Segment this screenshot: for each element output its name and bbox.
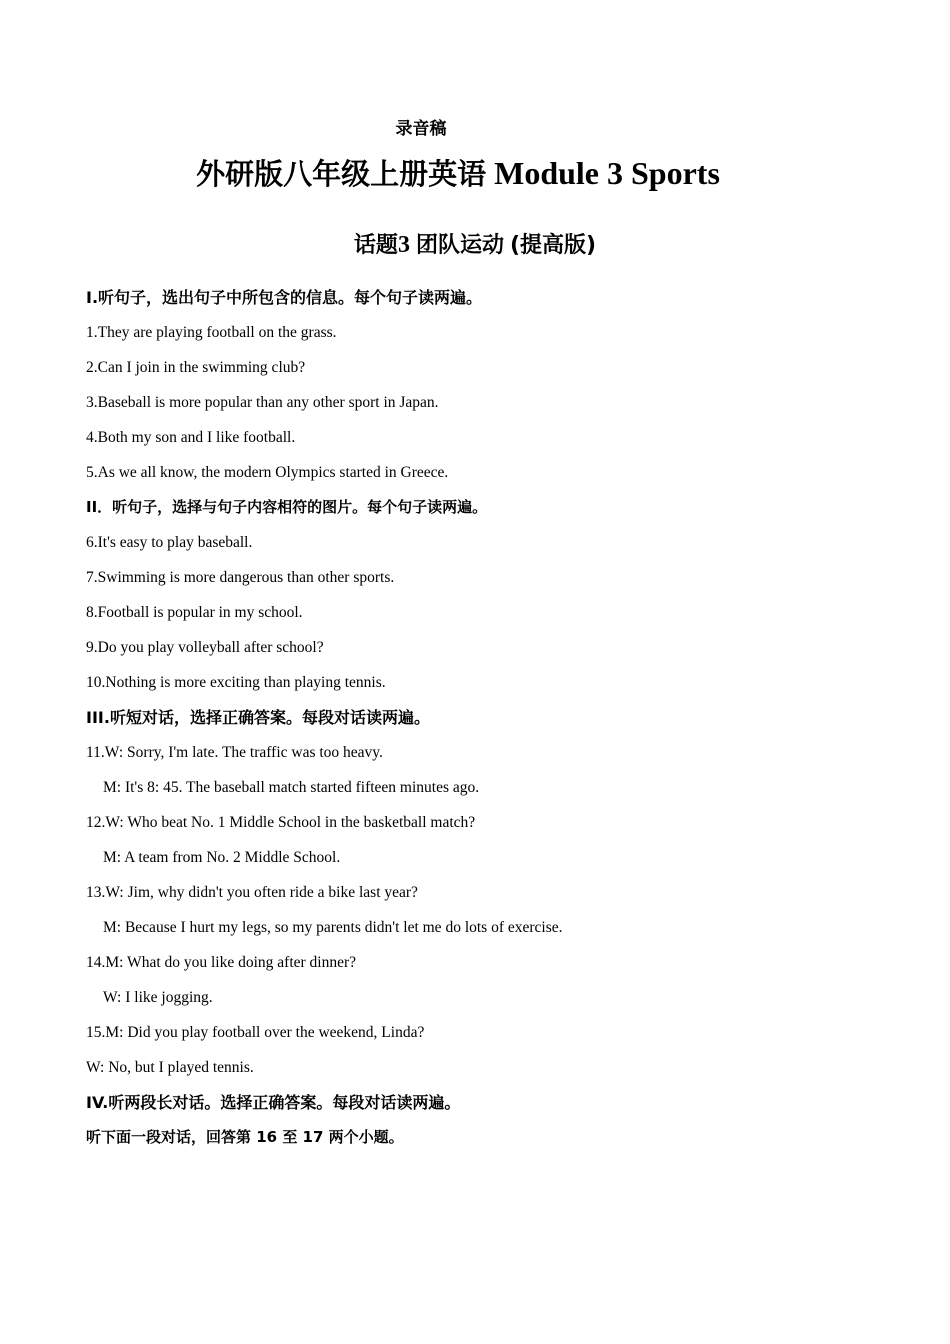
subtitle-theme: 团队运动 (415, 233, 504, 258)
transcript-body (86, 280, 886, 1155)
transcript-line: 12.W: Who beat No. 1 Middle School in the basketball match? (86, 814, 476, 831)
transcript-line: W: I like jogging. (103, 989, 213, 1006)
section-heading: II．听句子，选择与句子内容相符的图片。每个句子读两遍。 (86, 498, 488, 516)
transcript-line: M: Because I hurt my legs, so my parents didn't let me do lots of exercise. (103, 919, 563, 936)
transcript-line: 14.M: What do you like doing after dinner? (86, 954, 357, 971)
title-en: Module 3 Sports (494, 155, 720, 191)
transcript-line: 11.W: Sorry, I'm late. The traffic was too heavy. (86, 744, 383, 761)
transcript-line: 1.They are playing football on the grass. (86, 324, 337, 341)
title-cn: 外研版八年级上册英语 (196, 157, 487, 191)
section-heading: 听下面一段对话，回答第 16 至 17 两个小题。 (86, 1128, 404, 1146)
transcript-line: M: A team from No. 2 Middle School. (103, 849, 341, 866)
subtitle-topic: 话题 (353, 233, 398, 258)
transcript-line: 4.Both my son and I like football. (86, 429, 296, 446)
document-subtitle (0, 228, 950, 259)
transcript-line: 3.Baseball is more popular than any other sport in Japan. (86, 394, 439, 411)
transcript-line: 2.Can I join in the swimming club? (86, 359, 306, 376)
transcript-line: 8.Football is popular in my school. (86, 604, 303, 621)
section-heading: III.听短对话，选择正确答案。每段对话读两遍。 (86, 708, 430, 727)
transcript-line: 13.W: Jim, why didn't you often ride a bike last year? (86, 884, 418, 901)
transcript-line: W: No, but I played tennis. (86, 1059, 254, 1076)
transcript-line: 9.Do you play volleyball after school? (86, 639, 324, 656)
transcript-line: 6.It's easy to play baseball. (86, 534, 253, 551)
transcript-line: 15.M: Did you play football over the weekend, Linda? (86, 1024, 425, 1041)
document-title (0, 152, 916, 193)
transcript-line: 7.Swimming is more dangerous than other sports. (86, 569, 395, 586)
subtitle-level: (提高版) (509, 233, 597, 258)
transcript-line: 5.As we all know, the modern Olympics started in Greece. (86, 464, 449, 481)
section-heading: I.听句子，选出句子中所包含的信息。每个句子读两遍。 (86, 288, 483, 307)
transcript-line: 10.Nothing is more exciting than playing tennis. (86, 674, 386, 691)
transcript-line: M: It's 8: 45. The baseball match started fifteen minutes ago. (103, 779, 480, 796)
section-heading: IV.听两段长对话。选择正确答案。每段对话读两遍。 (86, 1093, 461, 1112)
transcript-label: 录音稿 (395, 119, 447, 139)
subtitle-number: 3 (397, 232, 410, 258)
